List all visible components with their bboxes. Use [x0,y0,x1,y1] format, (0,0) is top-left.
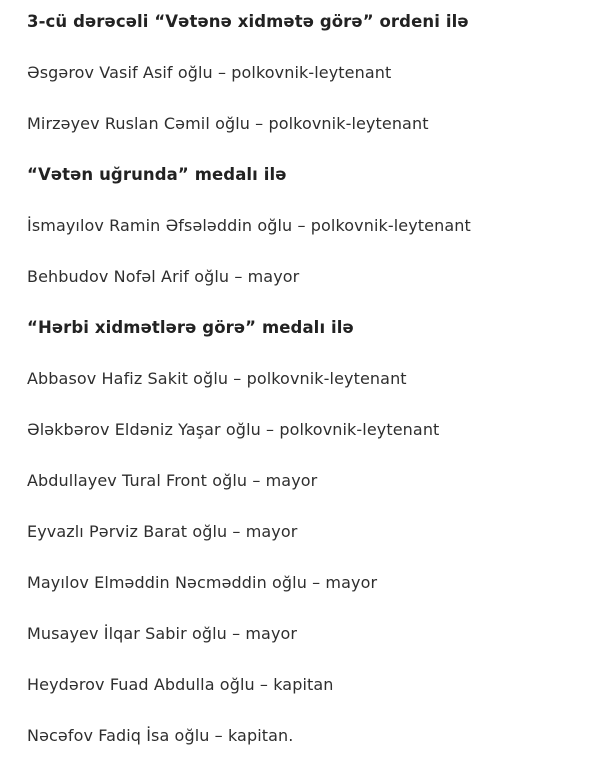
list-item: Əsgərov Vasif Asif oğlu – polkovnik-leytenant [27,63,392,82]
list-item: Eyvazlı Pərviz Barat oğlu – mayor [27,522,298,541]
list-item: Mayılov Elməddin Nəcməddin oğlu – mayor [27,573,378,592]
list-item: Musayev İlqar Sabir oğlu – mayor [27,624,298,643]
section-heading: 3-cü dərəcəli “Vətənə xidmətə görə” ordeni ilə [27,12,469,31]
section-heading: “Hərbi xidmətlərə görə” medalı ilə [27,318,354,337]
list-item: Mirzəyev Ruslan Cəmil oğlu – polkovnik-leytenant [27,114,429,133]
list-item: İsmayılov Ramin Əfsələddin oğlu – polkovnik-leytenant [27,216,471,235]
section-heading: “Vətən uğrunda” medalı ilə [27,165,287,184]
award-list [27,8,593,773]
list-item: Abdullayev Tural Front oğlu – mayor [27,471,318,490]
list-item: Ələkbərov Eldəniz Yaşar oğlu – polkovnik-leytenant [27,420,440,439]
list-item: Heydərov Fuad Abdulla oğlu – kapitan [27,675,334,694]
list-item: Abbasov Hafiz Sakit oğlu – polkovnik-leytenant [27,369,407,388]
list-item: Behbudov Nofəl Arif oğlu – mayor [27,267,300,286]
list-item: Nəcəfov Fadiq İsa oğlu – kapitan. [27,726,294,745]
